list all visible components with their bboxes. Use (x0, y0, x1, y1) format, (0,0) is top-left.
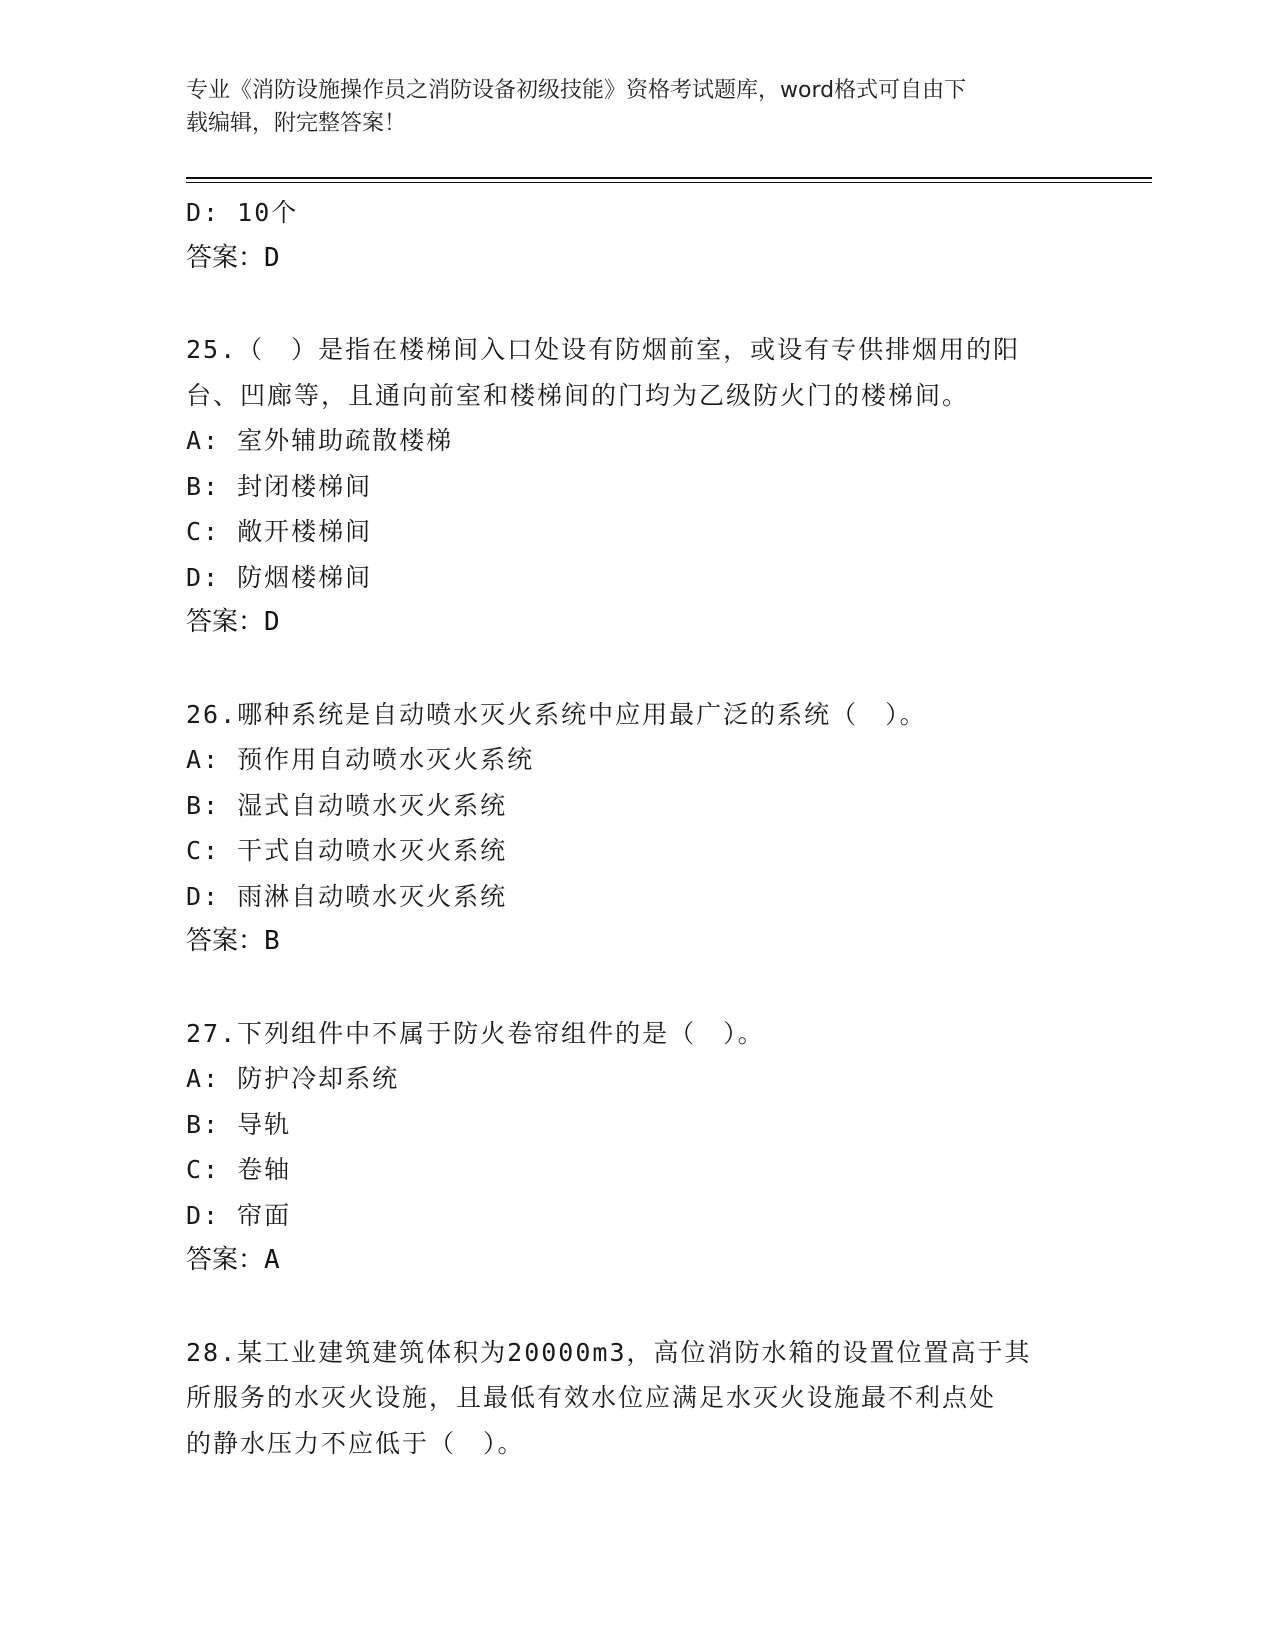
option-a: A: 室外辅助疏散楼梯 (186, 426, 454, 455)
answer-value: A (264, 1245, 280, 1275)
option-a: A: 预作用自动喷水灭火系统 (186, 745, 535, 774)
answer-label: 答案： (186, 926, 265, 956)
answer (186, 1238, 1086, 1284)
question-text-line: 的静水压力不应低于（ ）。 (186, 1428, 525, 1458)
question-text-line: 26.哪种系统是自动喷水灭火系统中应用最广泛的系统（ ）。 (186, 699, 927, 729)
answer-value: B (264, 926, 280, 956)
answer-value: D (264, 242, 280, 273)
answer-label: 答案： (186, 242, 265, 273)
question-text-line: 27.下列组件中不属于防火卷帘组件的是（ ）。 (186, 1018, 765, 1048)
spacer (186, 281, 1086, 327)
question-text-line: 25.（ ）是指在楼梯间入口处设有防烟前室，或设有专供排烟用的阳 (186, 335, 1021, 364)
question-text-line: 所服务的水灭火设施，且最低有效水位应满足水灭火设施最不利点处 (186, 1383, 997, 1412)
answer-value: D (264, 607, 280, 637)
answer (186, 600, 1086, 646)
spacer (186, 965, 1086, 1011)
prev-option-d: D: 10个 (186, 198, 299, 227)
header-divider-thick (186, 177, 1152, 179)
option-b: B: 湿式自动喷水灭火系统 (186, 790, 508, 820)
option-a: A: 防护冷却系统 (186, 1064, 400, 1093)
option-d: D: 防烟楼梯间 (186, 562, 373, 592)
prev-answer (186, 236, 1086, 282)
option-b: B: 导轨 (186, 1109, 292, 1139)
header-line-1: 专业《消防设施操作员之消防设备初级技能》资格考试题库，word格式可自由下 (186, 78, 967, 103)
question-28 (186, 1330, 1086, 1467)
option-c: C: 卷轴 (186, 1155, 292, 1184)
question-text-line: 台、凹廊等，且通向前室和楼梯间的门均为乙级防火门的楼梯间。 (186, 380, 970, 410)
answer (186, 919, 1086, 965)
answer-label: 答案： (186, 607, 265, 637)
spacer (186, 646, 1086, 692)
option-c: C: 干式自动喷水灭火系统 (186, 836, 508, 865)
question-26 (186, 692, 1086, 965)
question-27 (186, 1011, 1086, 1284)
header-line-2: 载编辑，附完整答案！ (186, 111, 407, 136)
answer-label: 答案： (186, 1245, 265, 1275)
spacer (186, 1284, 1086, 1330)
header-divider-thin (186, 182, 1152, 183)
question-text-line: 28.某工业建筑建筑体积为20000m3，高位消防水箱的设置位置高于其 (186, 1337, 1032, 1367)
option-d: D: 帘面 (186, 1200, 292, 1230)
option-b: B: 封闭楼梯间 (186, 471, 373, 501)
document-body (186, 190, 1086, 1466)
question-25 (186, 327, 1086, 646)
option-d: D: 雨淋自动喷水灭火系统 (186, 881, 508, 911)
page-header (186, 74, 1066, 140)
option-c: C: 敞开楼梯间 (186, 517, 373, 546)
